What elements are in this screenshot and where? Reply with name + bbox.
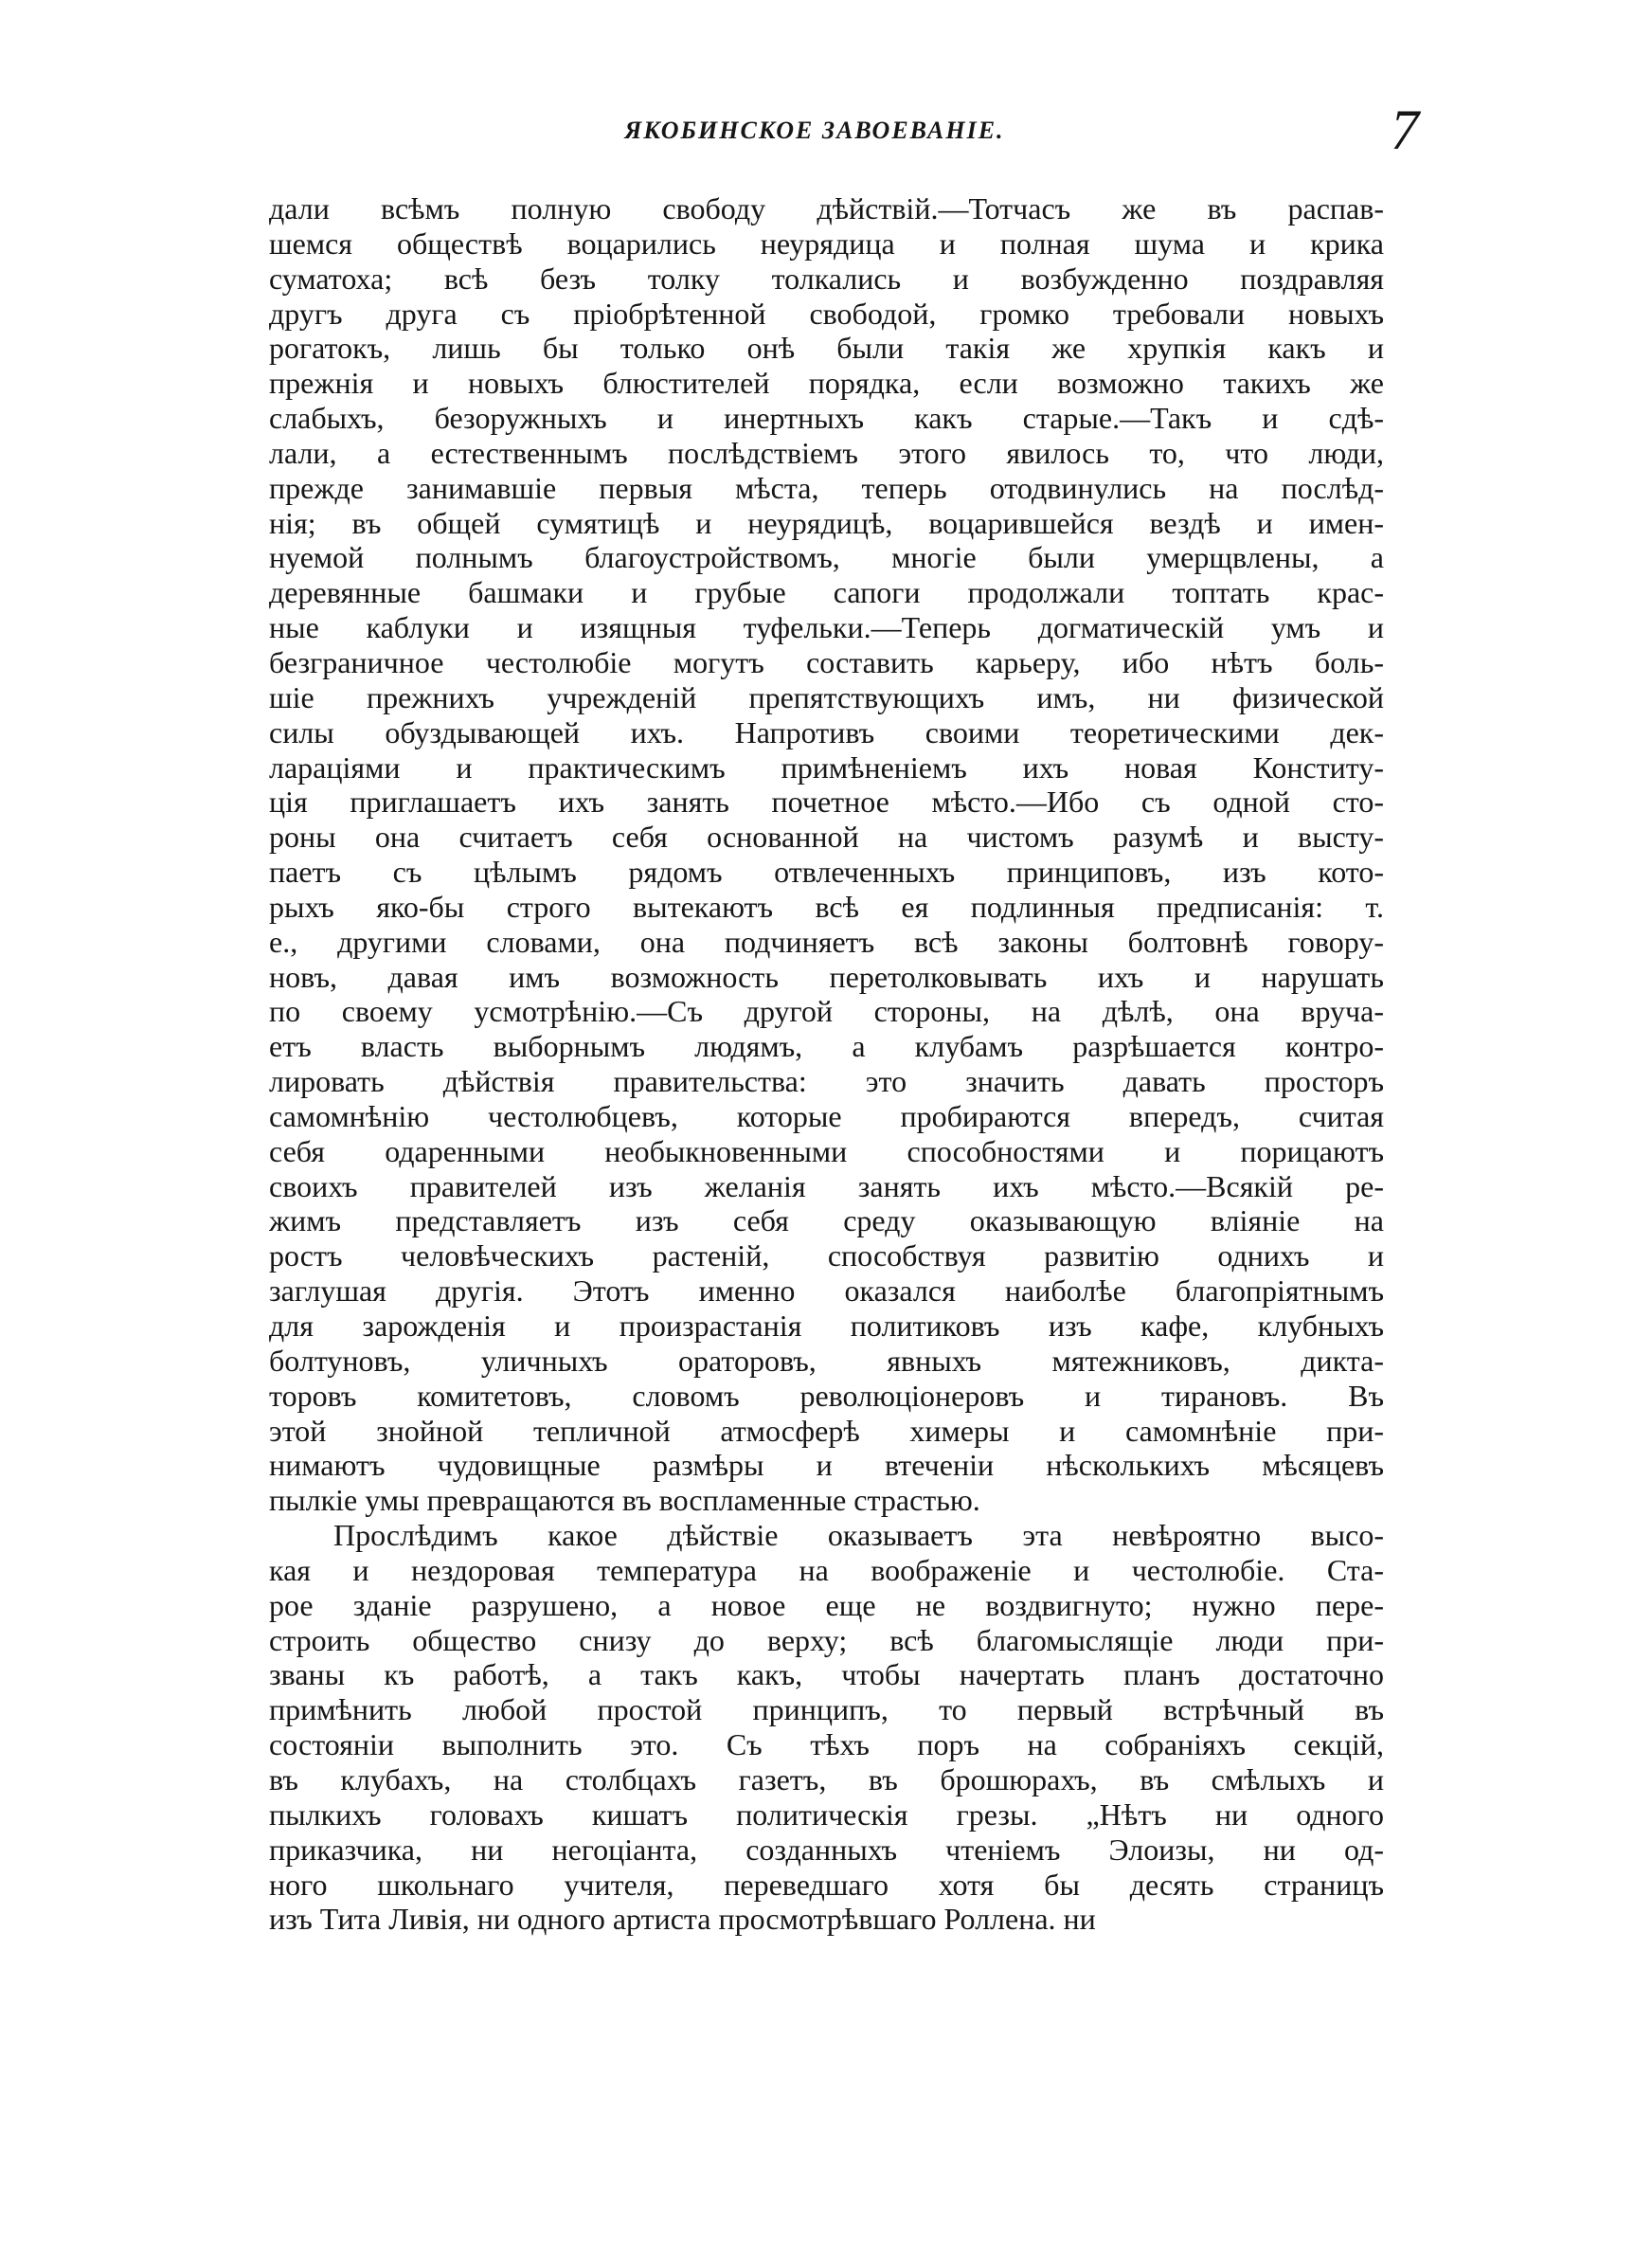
- text-line: нимаютъ чудовищные размѣры и втеченіи нѣсколькихъ мѣсяцевъ: [269, 1448, 1384, 1483]
- text-line: заглушая другія. Этотъ именно оказался наиболѣе благопріятнымъ: [269, 1273, 1384, 1309]
- text-line: пылкихъ головахъ кишатъ политическія грезы. „Нѣтъ ни одного: [269, 1797, 1384, 1832]
- text-line: нія; въ общей сумятицѣ и неурядицѣ, воцарившейся вездѣ и имен-: [269, 505, 1384, 540]
- text-line: Прослѣдимъ какое дѣйствіе оказываетъ эта невѣроятно высо-: [333, 1518, 1384, 1553]
- text-line: рогатокъ, лишь бы только онѣ были такія же хрупкія какъ и: [269, 331, 1384, 366]
- text-line: болтуновъ, уличныхъ ораторовъ, явныхъ мятежниковъ, дикта-: [269, 1343, 1384, 1378]
- text-line: безграничное честолюбіе могутъ составить карьеру, ибо нѣтъ боль-: [269, 644, 1384, 679]
- text-line: пылкіе умы превращаются въ воспламенные страстью.: [269, 1483, 980, 1518]
- text-line: лировать дѣйствія правительства: это значить давать просторъ: [269, 1064, 1384, 1099]
- text-line: деревянные башмаки и грубые сапоги продолжали топтать крас-: [269, 575, 1384, 610]
- text-line: жимъ представляетъ изъ себя среду оказывающую вліяніе на: [269, 1203, 1384, 1238]
- text-line: въ клубахъ, на столбцахъ газетъ, въ брошюрахъ, въ смѣлыхъ и: [269, 1761, 1384, 1797]
- text-line: торовъ комитетовъ, словомъ революціонеровъ и тирановъ. Въ: [269, 1378, 1384, 1413]
- text-line: себя одаренными необыкновенными способностями и порицаютъ: [269, 1133, 1384, 1168]
- text-line: нуемой полнымъ благоустройствомъ, многіе были умерщвлены, а: [269, 540, 1384, 575]
- text-line: кая и нездоровая температура на воображеніе и честолюбіе. Ста-: [269, 1552, 1384, 1587]
- text-line: рыхъ яко-бы строго вытекаютъ всѣ ея подлинныя предписанія: т.: [269, 889, 1384, 924]
- text-line: ные каблуки и изящныя туфельки.—Теперь догматическій умъ и: [269, 610, 1384, 645]
- text-line: лали, а естественнымъ послѣдствіемъ этого явилось то, что люди,: [269, 435, 1384, 470]
- text-line: по своему усмотрѣнію.—Съ другой стороны, на дѣлѣ, она вруча-: [269, 994, 1384, 1029]
- text-line: ного школьнаго учителя, переведшаго хотя бы десять страницъ: [269, 1867, 1384, 1902]
- text-line: прежде занимавшіе первыя мѣста, теперь отодвинулись на послѣд-: [269, 470, 1384, 505]
- text-line: рое зданіе разрушено, а новое еще не воздвигнуто; нужно пере-: [269, 1587, 1384, 1622]
- text-line: примѣнить любой простой принципъ, то первый встрѣчный въ: [269, 1692, 1384, 1727]
- text-line: строить общество снизу до верху; всѣ благомыслящіе люди при-: [269, 1622, 1384, 1657]
- text-line: силы обуздывающей ихъ. Напротивъ своими теоретическими дек-: [269, 714, 1384, 749]
- page-number: 7: [1391, 99, 1419, 161]
- text-line: для зарожденія и произрастанія политиковъ изъ кафе, клубныхъ: [269, 1309, 1384, 1343]
- text-line: ростъ человѣческихъ растеній, способствуя развитію однихъ и: [269, 1238, 1384, 1273]
- text-line: изъ Тита Ливія, ни одного артиста просмотрѣвшаго Роллена. ни: [269, 1902, 1096, 1937]
- text-line: самомнѣнію честолюбцевъ, которые пробираются впередъ, считая: [269, 1098, 1384, 1133]
- text-line: другъ друга съ пріобрѣтенной свободой, громко требовали новыхъ: [269, 296, 1384, 331]
- text-line: дали всѣмъ полную свободу дѣйствій.—Тотчасъ же въ распав-: [269, 191, 1384, 226]
- text-line: званы къ работѣ, а такъ какъ, чтобы начертать планъ достаточно: [269, 1657, 1384, 1692]
- text-line: состояніи выполнить это. Съ тѣхъ поръ на собраніяхъ секцій,: [269, 1727, 1384, 1762]
- text-line: приказчика, ни негоціанта, созданныхъ чтеніемъ Элоизы, ни од-: [269, 1832, 1384, 1867]
- running-title: ЯКОБИНСКОЕ ЗАВОЕВАНІЕ.: [624, 117, 1005, 144]
- text-line: этой знойной тепличной атмосферѣ химеры и самомнѣніе при-: [269, 1413, 1384, 1448]
- text-line: шемся обществѣ воцарились неурядица и полная шума и крика: [269, 226, 1384, 261]
- text-line: суматоха; всѣ безъ толку толкались и возбужденно поздравляя: [269, 261, 1384, 296]
- text-line: прежнія и новыхъ блюстителей порядка, если возможно такихъ же: [269, 366, 1384, 401]
- text-line: роны она считаетъ себя основанной на чистомъ разумѣ и высту-: [269, 820, 1384, 855]
- text-line: ція приглашаетъ ихъ занять почетное мѣсто.—Ибо съ одной сто-: [269, 785, 1384, 820]
- text-line: е., другими словами, она подчиняетъ всѣ законы болтовнѣ говору-: [269, 924, 1384, 959]
- text-line: етъ власть выборнымъ людямъ, а клубамъ разрѣшается контро-: [269, 1029, 1384, 1064]
- text-line: слабыхъ, безоружныхъ и инертныхъ какъ старые.—Такъ и сдѣ-: [269, 401, 1384, 436]
- text-line: паетъ съ цѣлымъ рядомъ отвлеченныхъ принциповъ, изъ кото-: [269, 855, 1384, 890]
- text-line: своихъ правителей изъ желанія занять ихъ мѣсто.—Всякій ре-: [269, 1168, 1384, 1203]
- text-line: новъ, давая имъ возможность перетолковывать ихъ и нарушать: [269, 959, 1384, 994]
- text-line: лараціями и практическимъ примѣненіемъ ихъ новая Конститу-: [269, 749, 1384, 785]
- body-text: [269, 191, 1384, 1937]
- text-line: шіе прежнихъ учрежденій препятствующихъ имъ, ни физической: [269, 679, 1384, 714]
